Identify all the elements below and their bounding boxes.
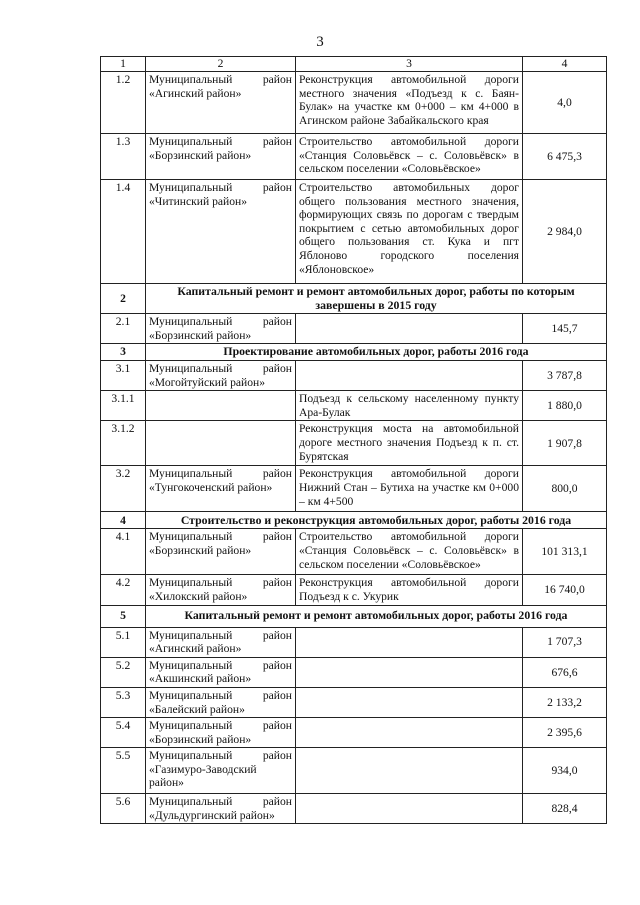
municipality-cell: Муниципальный район «Борзинский район» — [146, 529, 296, 575]
item-number: 2.1 — [101, 314, 146, 344]
amount-cell: 145,7 — [523, 314, 607, 344]
object-cell — [296, 627, 523, 657]
object-cell — [296, 718, 523, 748]
item-number: 1.3 — [101, 134, 146, 180]
header-col-4: 4 — [523, 57, 607, 72]
item-number: 1.4 — [101, 180, 146, 284]
table-row — [101, 466, 607, 512]
item-number: 5.2 — [101, 657, 146, 687]
table-row — [101, 134, 607, 180]
section-row — [101, 344, 607, 361]
item-number: 3.1 — [101, 360, 146, 390]
section-title: Капитальный ремонт и ремонт автомобильных дорог, работы 2016 года — [146, 605, 607, 627]
table-row — [101, 391, 607, 421]
municipality-cell: Муниципальный район «Агинский район» — [146, 72, 296, 134]
amount-cell: 3 787,8 — [523, 360, 607, 390]
table-row — [101, 794, 607, 824]
amount-cell: 934,0 — [523, 748, 607, 794]
section-number: 3 — [101, 344, 146, 361]
object-cell: Реконструкция автомобильной дороги Подъезд к с. Укурик — [296, 575, 523, 605]
object-cell — [296, 687, 523, 717]
amount-cell: 800,0 — [523, 466, 607, 512]
section-title: Капитальный ремонт и ремонт автомобильных дорог, работы по которым завершены в 2015 году — [146, 284, 607, 314]
object-cell — [296, 314, 523, 344]
amount-cell: 101 313,1 — [523, 529, 607, 575]
amount-cell: 1 907,8 — [523, 421, 607, 466]
object-cell — [296, 657, 523, 687]
object-cell: Строительство автомобильной дороги «Станция Соловьёвск – с. Соловьёвск» в сельском поселении «Соловьёвское» — [296, 529, 523, 575]
table-row — [101, 314, 607, 344]
municipality-cell: Муниципальный район «Акшинский район» — [146, 657, 296, 687]
table-row — [101, 529, 607, 575]
object-cell: Строительство автомобильных дорог общего пользования местного значения, формирующих связь по дорогам с твердым покрытием с сетью автомобильных дорог общего пользования ст. Кука и пгт Яблоново городского поселения «Яблоновское» — [296, 180, 523, 284]
section-row — [101, 284, 607, 314]
item-number: 3.1.1 — [101, 391, 146, 421]
amount-cell: 1 880,0 — [523, 391, 607, 421]
section-number: 5 — [101, 605, 146, 627]
item-number: 5.6 — [101, 794, 146, 824]
municipality-cell — [146, 391, 296, 421]
municipality-cell: Муниципальный район «Газимуро-Заводский район» — [146, 748, 296, 794]
municipality-cell: Муниципальный район «Борзинский район» — [146, 134, 296, 180]
table-row — [101, 72, 607, 134]
item-number: 3.1.2 — [101, 421, 146, 466]
table-row — [101, 627, 607, 657]
table-row — [101, 748, 607, 794]
section-title: Проектирование автомобильных дорог, работы 2016 года — [146, 344, 607, 361]
item-number: 1.2 — [101, 72, 146, 134]
object-cell: Реконструкция автомобильной дороги Нижний Стан – Бутиха на участке км 0+000 – км 4+500 — [296, 466, 523, 512]
municipality-cell: Муниципальный район «Агинский район» — [146, 627, 296, 657]
item-number: 5.5 — [101, 748, 146, 794]
municipality-cell: Муниципальный район «Тунгокоченский район» — [146, 466, 296, 512]
object-cell: Строительство автомобильной дороги «Станция Соловьёвск – с. Соловьёвск» в сельском поселении «Соловьёвское» — [296, 134, 523, 180]
item-number: 5.4 — [101, 718, 146, 748]
object-cell — [296, 748, 523, 794]
table-row — [101, 687, 607, 717]
table-row — [101, 575, 607, 605]
municipality-cell: Муниципальный район «Борзинский район» — [146, 314, 296, 344]
amount-cell: 2 395,6 — [523, 718, 607, 748]
item-number: 4.2 — [101, 575, 146, 605]
item-number: 3.2 — [101, 466, 146, 512]
object-cell — [296, 794, 523, 824]
header-col-1: 1 — [101, 57, 146, 72]
object-cell: Подъезд к сельскому населенному пункту Ара-Булак — [296, 391, 523, 421]
amount-cell: 1 707,3 — [523, 627, 607, 657]
municipality-cell: Муниципальный район «Хилокский район» — [146, 575, 296, 605]
item-number: 5.1 — [101, 627, 146, 657]
municipality-cell: Муниципальный район «Борзинский район» — [146, 718, 296, 748]
section-number: 2 — [101, 284, 146, 314]
table-row — [101, 180, 607, 284]
section-row — [101, 605, 607, 627]
page-number: 3 — [316, 34, 324, 50]
amount-cell: 6 475,3 — [523, 134, 607, 180]
object-cell: Реконструкция автомобильной дороги местного значения «Подъезд к с. Баян-Булак» на участке км 0+000 – км 4+000 в Агинском районе Забайкальского края — [296, 72, 523, 134]
table-row — [101, 360, 607, 390]
item-number: 5.3 — [101, 687, 146, 717]
municipality-cell: Муниципальный район «Балейский район» — [146, 687, 296, 717]
municipality-cell: Муниципальный район «Читинский район» — [146, 180, 296, 284]
section-row — [101, 512, 607, 529]
object-cell: Реконструкция моста на автомобильной дороге местного значения Подъезд к п. ст. Бурятская — [296, 421, 523, 466]
header-col-3: 3 — [296, 57, 523, 72]
table-row — [101, 718, 607, 748]
amount-cell: 4,0 — [523, 72, 607, 134]
table-body — [101, 72, 607, 824]
road-works-table — [100, 56, 607, 824]
amount-cell: 16 740,0 — [523, 575, 607, 605]
table-row — [101, 421, 607, 466]
table-header-row — [101, 57, 607, 72]
section-number: 4 — [101, 512, 146, 529]
object-cell — [296, 360, 523, 390]
amount-cell: 2 984,0 — [523, 180, 607, 284]
amount-cell: 828,4 — [523, 794, 607, 824]
table-row — [101, 657, 607, 687]
municipality-cell — [146, 421, 296, 466]
section-title: Строительство и реконструкция автомобильных дорог, работы 2016 года — [146, 512, 607, 529]
amount-cell: 676,6 — [523, 657, 607, 687]
item-number: 4.1 — [101, 529, 146, 575]
amount-cell: 2 133,2 — [523, 687, 607, 717]
header-col-2: 2 — [146, 57, 296, 72]
municipality-cell: Муниципальный район «Могойтуйский район» — [146, 360, 296, 390]
municipality-cell: Муниципальный район «Дульдургинский район» — [146, 794, 296, 824]
